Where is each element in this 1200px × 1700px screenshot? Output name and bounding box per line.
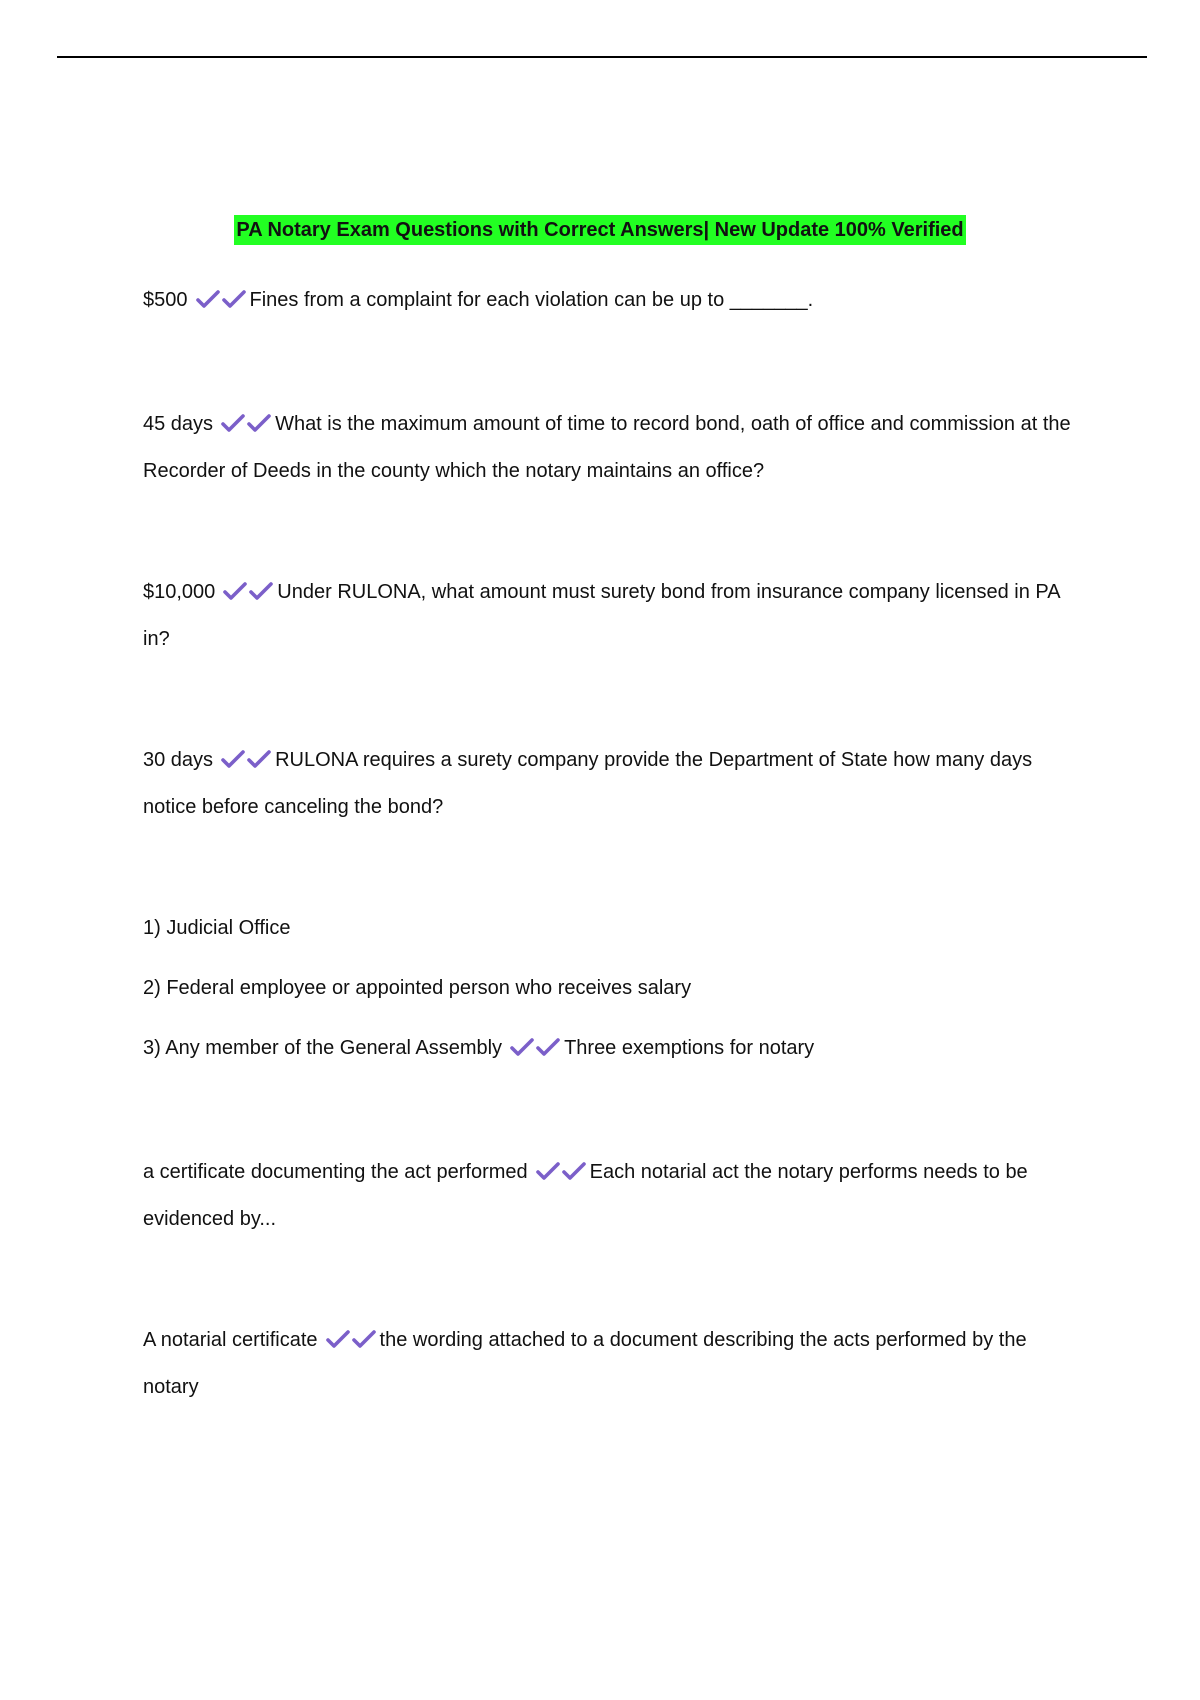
question-text: RULONA requires a surety company provide the Department of State how many days notice before canceling the bond?	[143, 749, 1033, 818]
question-text: the wording attached to a document describing the acts performed by the notary	[143, 1329, 1027, 1398]
answer-text: a certificate documenting the act performed	[143, 1161, 528, 1183]
qa-item	[143, 738, 1083, 829]
checkmark-icon	[221, 413, 247, 433]
answer-list-line	[143, 966, 1083, 1010]
qa-item	[143, 402, 1083, 493]
question-text: What is the maximum amount of time to record bond, oath of office and commission at the Recorder of Deeds in the county which the notary maintains an office?	[143, 413, 1071, 482]
answer-text: 45 days	[143, 413, 214, 435]
qa-item	[143, 278, 1083, 325]
answer-text: A notarial certificate	[143, 1329, 318, 1351]
checkmark-icon	[536, 1161, 562, 1181]
checkmark-icon	[221, 749, 247, 769]
answer-list-line	[143, 906, 1083, 950]
qa-list	[143, 278, 1083, 1486]
checkmark-icon	[247, 749, 273, 769]
double-checkmark-icon	[223, 573, 275, 617]
checkmark-icon	[247, 413, 273, 433]
qa-item	[143, 1150, 1083, 1241]
question-text: Each notarial act the notary performs needs to be evidenced by...	[143, 1161, 1028, 1230]
qa-item	[143, 1318, 1083, 1409]
header-rule	[57, 56, 1147, 58]
checkmark-icon	[249, 581, 275, 601]
checkmark-icon	[352, 1329, 378, 1349]
double-checkmark-icon	[510, 1029, 562, 1073]
qa-item	[143, 570, 1083, 661]
double-checkmark-icon	[536, 1153, 588, 1197]
answer-list-item: 3) Any member of the General Assembly	[143, 1037, 503, 1059]
answer-list-item: 1) Judicial Office	[143, 917, 291, 939]
checkmark-icon	[326, 1329, 352, 1349]
title-block	[0, 215, 1200, 245]
answer-text: $10,000	[143, 581, 216, 603]
double-checkmark-icon	[221, 405, 273, 449]
checkmark-icon	[196, 289, 222, 309]
question-text: Under RULONA, what amount must surety bond from insurance company licensed in PA in?	[143, 581, 1060, 650]
checkmark-icon	[223, 581, 249, 601]
double-checkmark-icon	[196, 281, 248, 325]
answer-list-item: 2) Federal employee or appointed person who receives salary	[143, 977, 692, 999]
question-text: Three exemptions for notary	[564, 1037, 815, 1059]
double-checkmark-icon	[221, 741, 273, 785]
answer-list-line	[143, 1026, 1083, 1073]
double-checkmark-icon	[326, 1321, 378, 1365]
answer-text: $500	[143, 289, 188, 311]
document-title: PA Notary Exam Questions with Correct Answers| New Update 100% Verified	[234, 215, 965, 245]
checkmark-icon	[536, 1037, 562, 1057]
checkmark-icon	[562, 1161, 588, 1181]
question-text: Fines from a complaint for each violation can be up to _______.	[249, 289, 814, 311]
checkmark-icon	[510, 1037, 536, 1057]
answer-text: 30 days	[143, 749, 214, 771]
checkmark-icon	[222, 289, 248, 309]
